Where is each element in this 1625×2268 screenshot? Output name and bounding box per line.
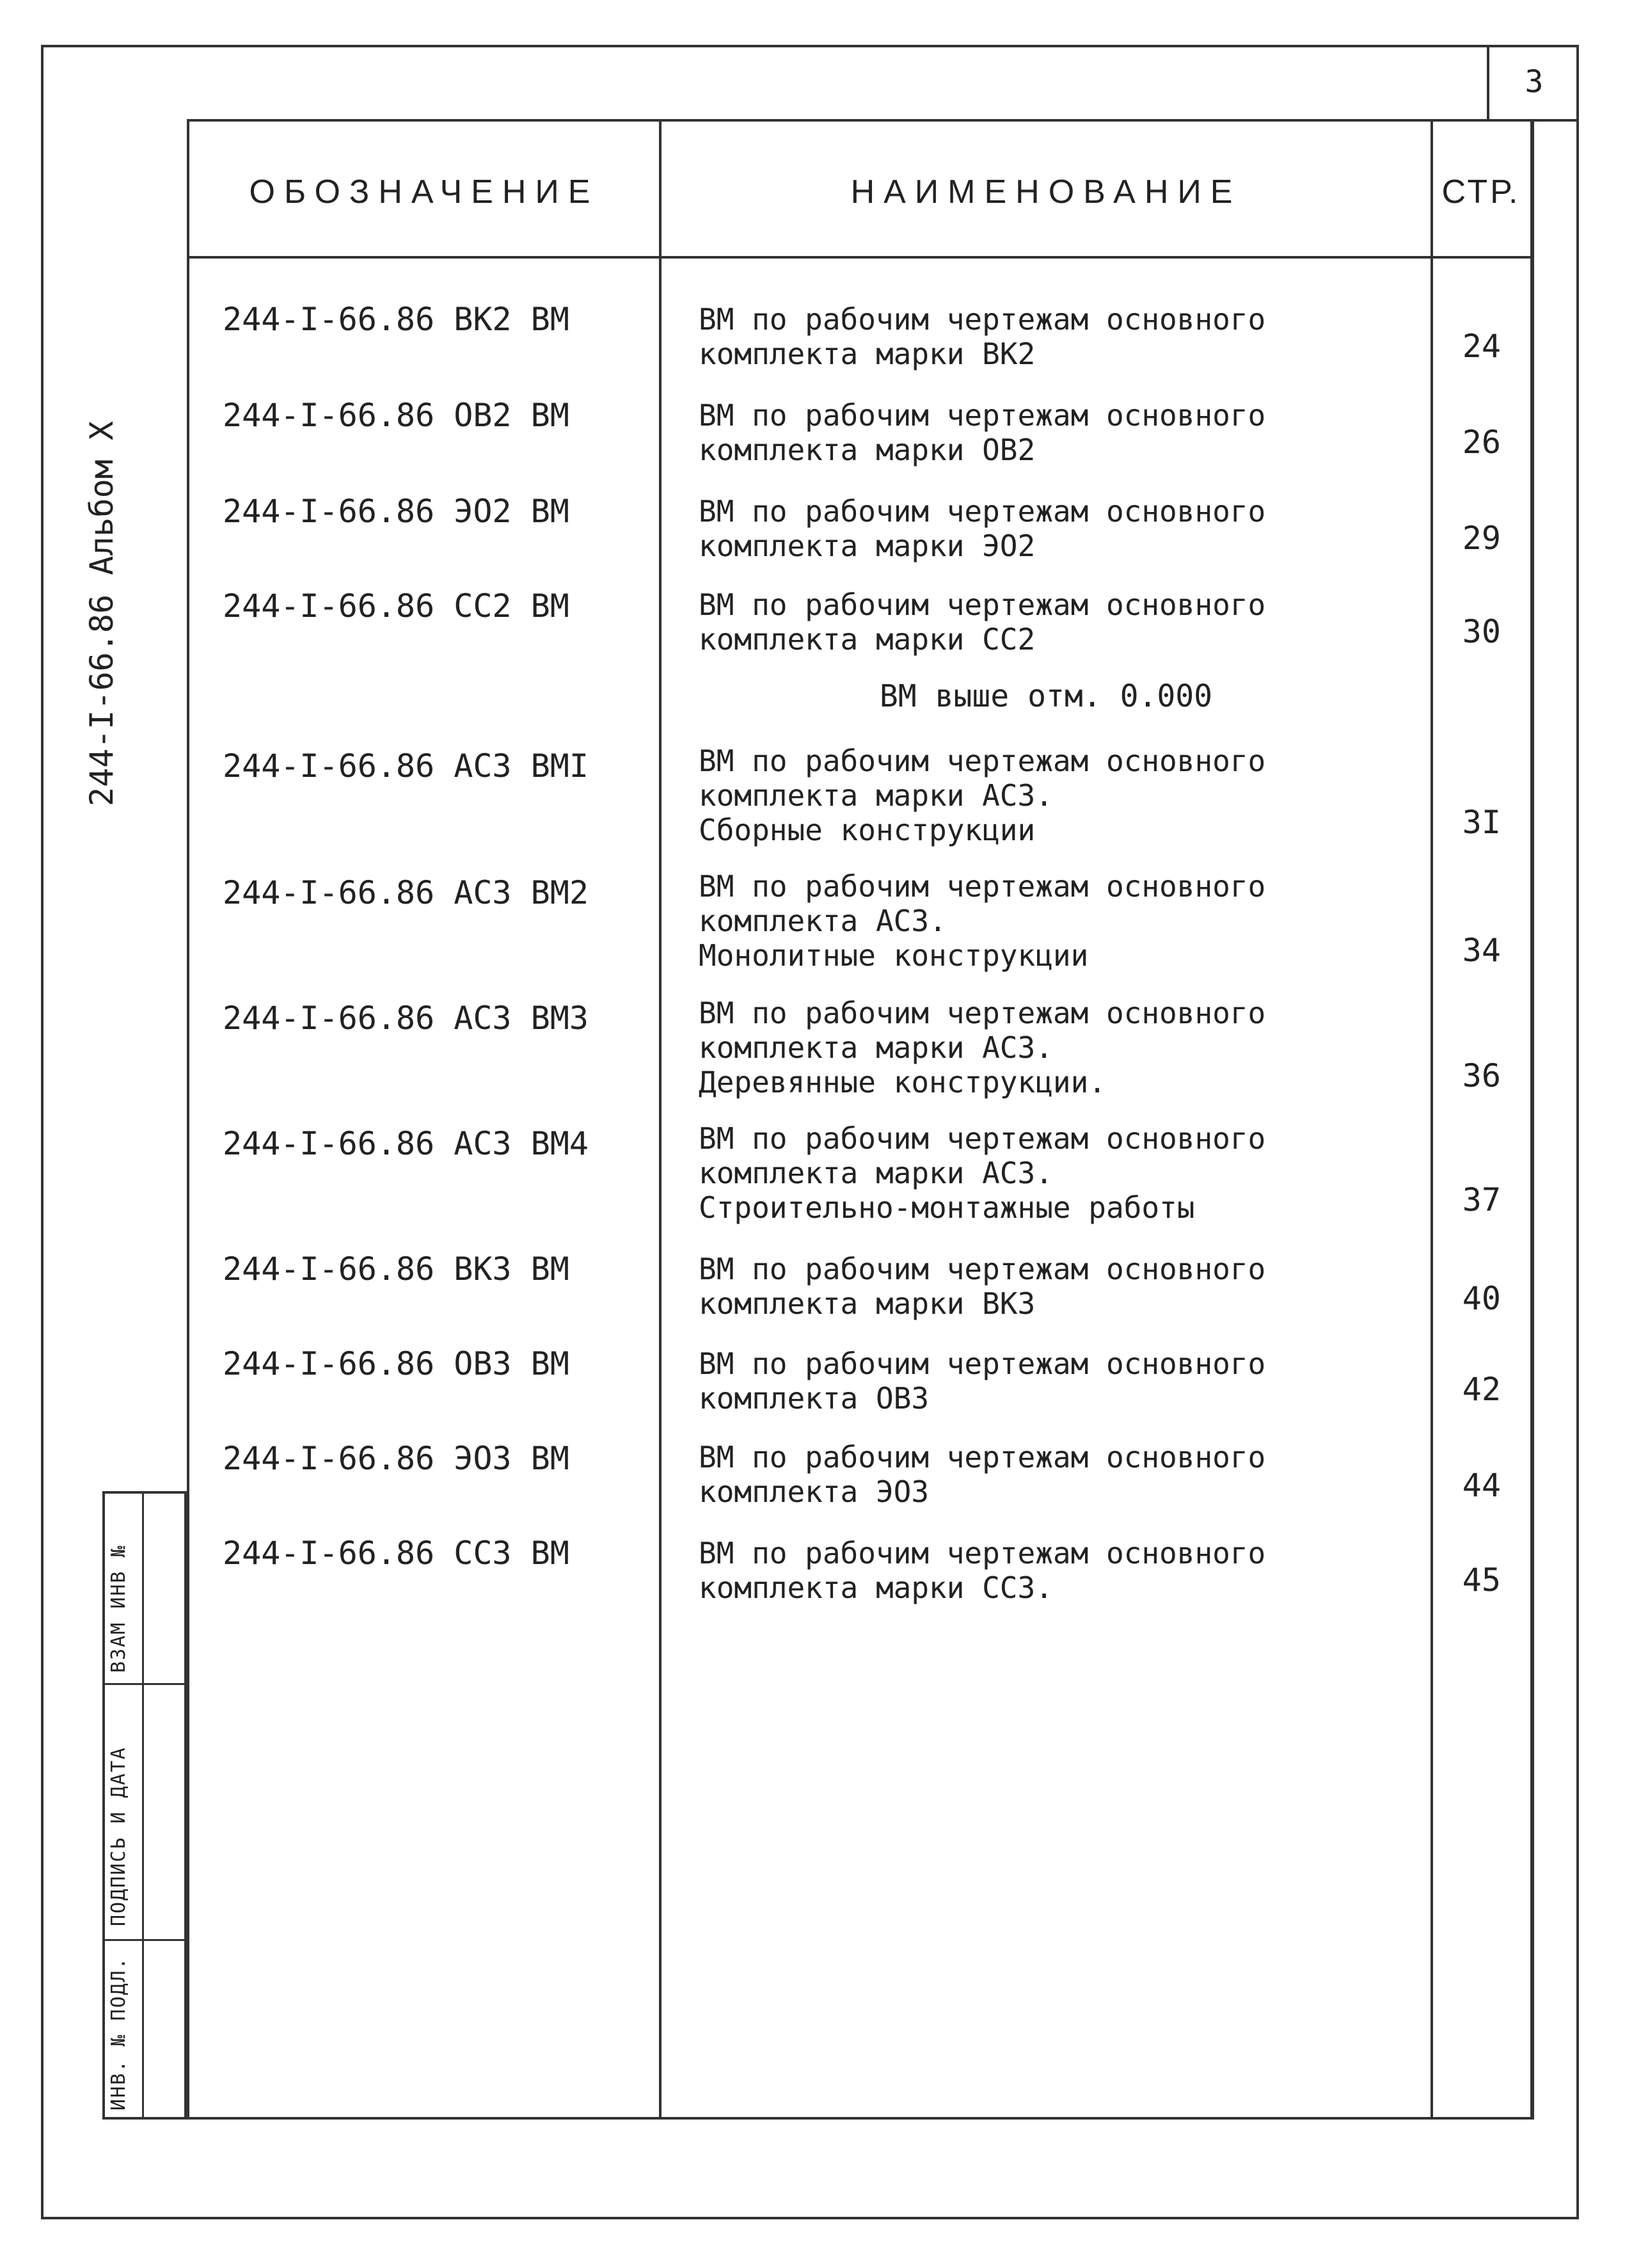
row-designation: 244-I-66.86 ОВ3 ВМ (223, 1345, 569, 1382)
header-page: СТР. (1441, 173, 1521, 211)
header-divider (187, 256, 1533, 259)
row-page: 24 (1462, 328, 1501, 365)
row-name: ВМ по рабочим чертежам основного комплекта марки ЭО2 (699, 494, 1266, 563)
row-designation: 244-I-66.86 СС3 ВМ (223, 1535, 569, 1572)
header-designation: ОБОЗНАЧЕНИЕ (249, 173, 599, 211)
row-name: ВМ по рабочим чертежам основного комплекта марки АС3. Деревянные конструкции. (699, 996, 1266, 1099)
row-page: 40 (1462, 1280, 1501, 1317)
column-divider (659, 119, 662, 2120)
stamp-cell (105, 1494, 144, 1685)
row-page: 3I (1462, 804, 1501, 841)
row-designation: 244-I-66.86 СС2 ВМ (223, 587, 569, 625)
row-page: 29 (1462, 520, 1501, 557)
row-name: ВМ по рабочим чертежам основного комплекта марки АС3. Сборные конструкции (699, 744, 1266, 847)
row-name: ВМ по рабочим чертежам основного комплекта марки ВК2 (699, 302, 1266, 371)
stamp-label: ПОДПИСЬ И ДАТА (107, 1746, 130, 1926)
row-name: ВМ по рабочим чертежам основного комплекта ОВ3 (699, 1346, 1266, 1416)
side-title: 244-I-66.86 Альбом X (83, 420, 120, 806)
row-designation: 244-I-66.86 ЭО3 ВМ (223, 1440, 569, 1477)
row-page: 45 (1462, 1561, 1501, 1599)
row-page: 36 (1462, 1057, 1501, 1094)
column-divider (1431, 119, 1433, 2120)
row-page: 42 (1462, 1371, 1501, 1408)
table-right-strip (1530, 119, 1533, 2120)
row-page: 26 (1462, 424, 1501, 461)
stamp-label: ИНВ. № ПОДЛ. (107, 1956, 130, 2111)
side-stamp (102, 1491, 187, 2120)
row-name: ВМ по рабочим чертежам основного комплекта марки СС3. (699, 1536, 1266, 1605)
row-designation: 244-I-66.86 ВК3 ВМ (223, 1250, 569, 1288)
row-designation: 244-I-66.86 АС3 ВМ2 (223, 874, 589, 911)
row-page: 34 (1462, 932, 1501, 969)
stamp-divider (142, 1683, 187, 1685)
row-designation: 244-I-66.86 ЭО2 ВМ (223, 493, 569, 530)
row-designation: 244-I-66.86 АС3 ВМ4 (223, 1125, 589, 1162)
row-page: 37 (1462, 1181, 1501, 1218)
header-name: НАИМЕНОВАНИЕ (850, 173, 1242, 211)
row-name: ВМ по рабочим чертежам основного комплекта ЭО3 (699, 1440, 1266, 1509)
stamp-cell (105, 1683, 144, 1941)
row-page: 44 (1462, 1467, 1501, 1504)
row-name: ВМ по рабочим чертежам основного комплекта марки АС3. Строительно-монтажные работы (699, 1121, 1266, 1225)
stamp-cell (105, 1939, 144, 2117)
row-designation: 244-I-66.86 АС3 ВМI (223, 747, 589, 785)
row-name: ВМ по рабочим чертежам основного комплекта марки СС2 (699, 587, 1266, 657)
row-name: ВМ по рабочим чертежам основного комплекта АС3. Монолитные конструкции (699, 869, 1266, 973)
row-designation: 244-I-66.86 ОВ2 ВМ (223, 397, 569, 434)
row-page: 30 (1462, 613, 1501, 650)
row-designation: 244-I-66.86 АС3 ВМ3 (223, 1000, 589, 1037)
stamp-label: ВЗАМ ИНВ № (107, 1544, 130, 1673)
stamp-divider (142, 1939, 187, 1941)
section-heading: ВМ выше отм. 0.000 (879, 678, 1213, 714)
row-designation: 244-I-66.86 ВК2 ВМ (223, 301, 569, 338)
page-number: 3 (1487, 45, 1579, 122)
row-name: ВМ по рабочим чертежам основного комплекта марки ВК3 (699, 1252, 1266, 1321)
row-name: ВМ по рабочим чертежам основного комплекта марки ОВ2 (699, 398, 1266, 467)
